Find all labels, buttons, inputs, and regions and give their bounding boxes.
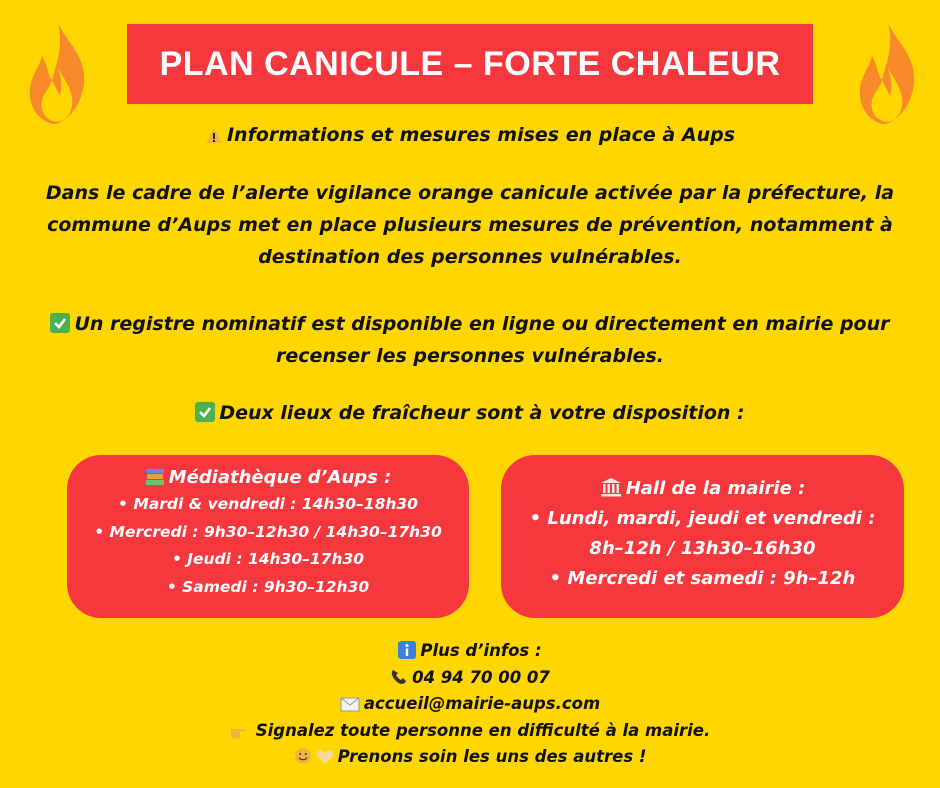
smiley-icon [294, 747, 312, 765]
schedule-line: • Mercredi : 9h30–12h30 / 14h30–17h30 [94, 522, 442, 541]
classical-building-icon [600, 477, 622, 497]
phone-icon [390, 668, 408, 686]
prenons-line [0, 744, 940, 771]
mediatheque-card [67, 455, 469, 618]
schedule-line: • Jeudi : 14h30–17h30 [171, 550, 365, 568]
schedule-line: • Samedi : 9h30–12h30 [166, 577, 370, 596]
prenons-text: Prenons soin les uns des autres ! [337, 747, 647, 766]
envelope-icon [340, 697, 360, 712]
signalez-line [0, 718, 940, 745]
infos-line [0, 638, 940, 665]
subtitle [0, 124, 940, 146]
information-icon [398, 641, 416, 659]
check-icon [50, 313, 70, 333]
footer-info [0, 638, 940, 771]
infos-text: Plus d’infos : [420, 641, 542, 660]
schedule-line: 8h–12h / 13h30–16h30 [589, 538, 816, 559]
flame-icon [848, 18, 928, 128]
phone-line [0, 665, 940, 692]
lieux-text: Deux lieux de fraîcheur sont à votre disposition : [219, 402, 745, 424]
subtitle-text: Informations et mesures mises en place à Aups [226, 124, 736, 146]
mairie-title-text: Hall de la mairie : [625, 478, 806, 499]
signalez-text: Signalez toute personne en difficulté à la mairie. [255, 720, 711, 740]
mediatheque-title [67, 465, 469, 491]
intro-paragraph: Dans le cadre de l’alerte vigilance orange canicule activée par la préfecture, la commune d’Aups met en place plusieurs mesures de prévention, notamment à destination des personnes vulnérables. [45, 182, 895, 268]
mediatheque-title-text: Médiathèque d’Aups : [168, 467, 392, 488]
warning-icon [205, 127, 223, 144]
mairie-card [501, 455, 904, 618]
registre-paragraph [30, 308, 910, 372]
email-address[interactable]: accueil@mairie-aups.com [363, 694, 601, 713]
check-icon [195, 402, 215, 422]
lieux-heading [0, 402, 940, 424]
page-title [127, 24, 813, 104]
email-line [0, 691, 940, 718]
schedule-line: • Mardi & vendredi : 14h30–18h30 [118, 495, 418, 513]
schedule-line: • Lundi, mardi, jeudi et vendredi : [529, 508, 876, 529]
mairie-title [501, 474, 904, 504]
heart-icon [316, 749, 334, 765]
flame-icon [18, 18, 98, 128]
phone-number[interactable]: 04 94 70 00 07 [412, 667, 550, 687]
schedule-line: • Mercredi et samedi : 9h–12h [549, 568, 856, 589]
pointing-hand-icon [230, 723, 252, 739]
books-icon [145, 468, 165, 486]
page-title-text: PLAN CANICULE – FORTE CHALEUR [159, 44, 781, 83]
registre-text: Un registre nominatif est disponible en ligne ou directement en mairie pour recenser les personnes vulnérables. [74, 313, 890, 367]
